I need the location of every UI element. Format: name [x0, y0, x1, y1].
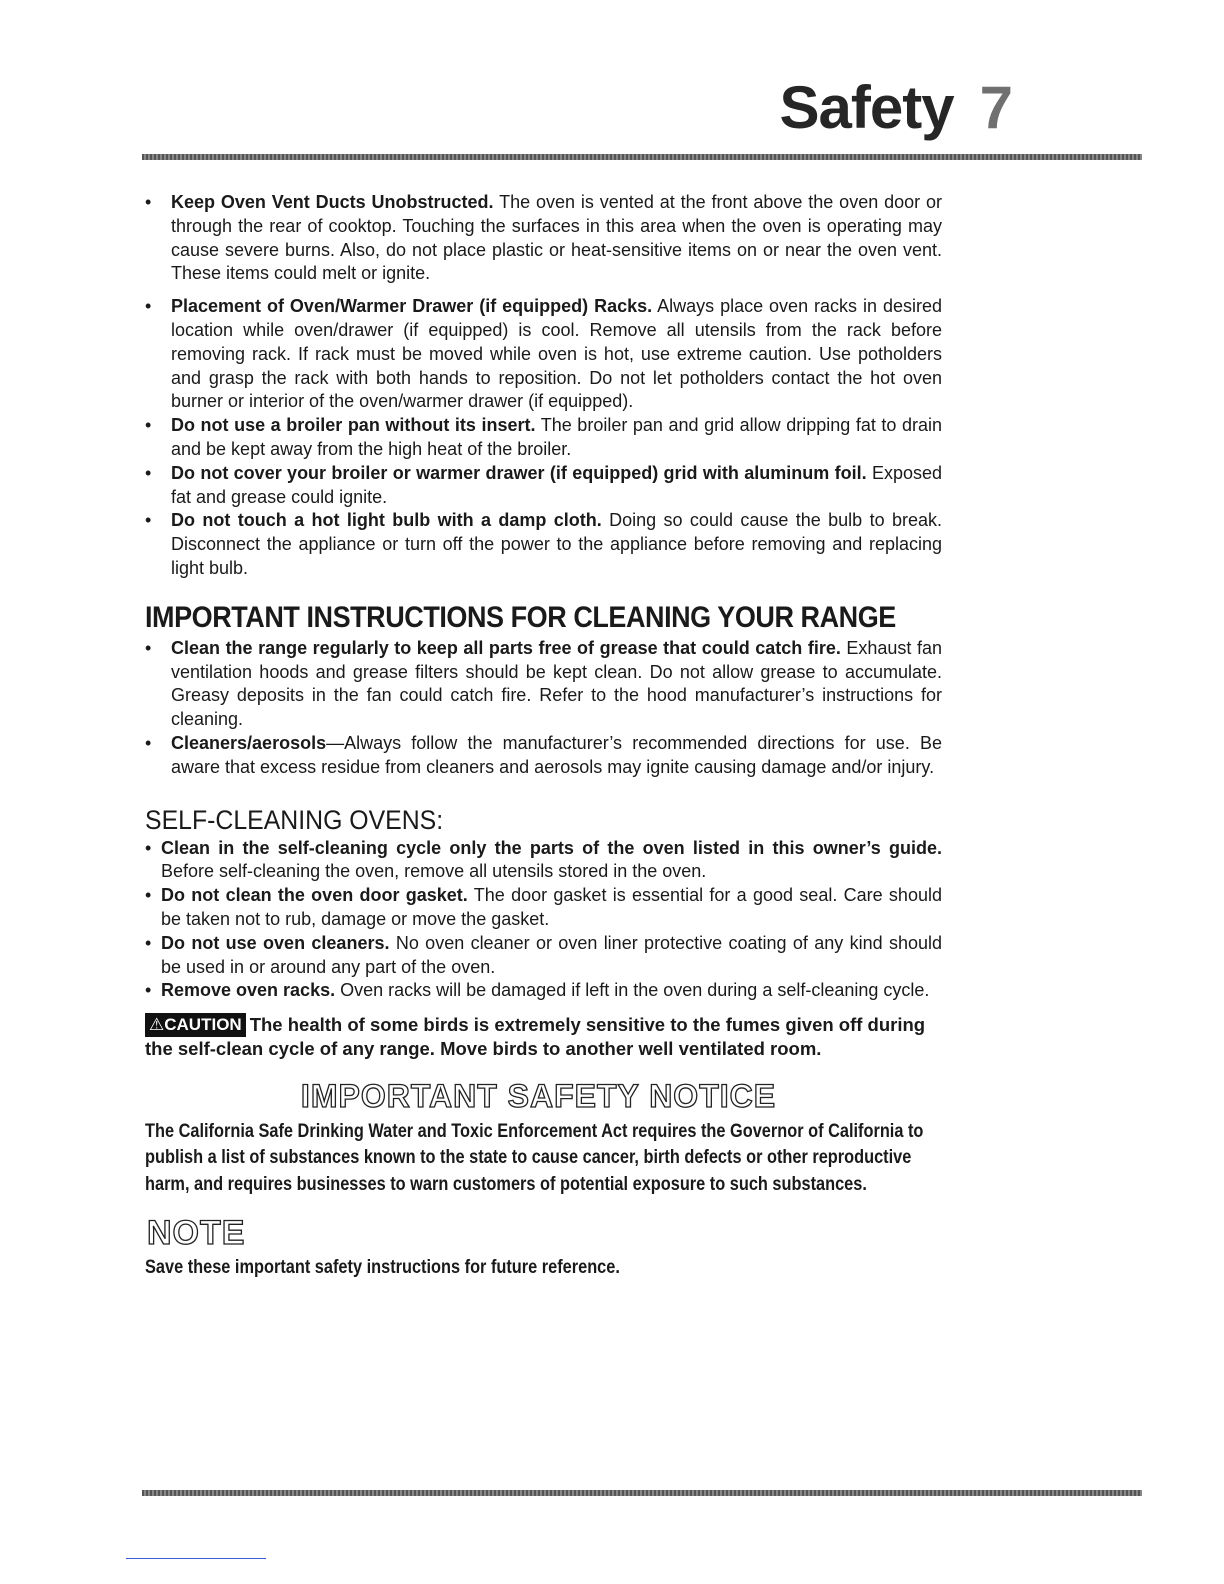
note-body: Save these important safety instructions for future reference.: [145, 1257, 620, 1279]
list-item: • Do not clean the oven door gasket. The door gasket is essential for a good seal. Care should be taken not to rub, damage or move the gasket.: [145, 884, 942, 932]
list-item: • Keep Oven Vent Ducts Unobstructed. The oven is vented at the front above the oven door or through the rear of cooktop. Touching the surfaces in this area when the oven is operating may cause severe burns. Also, do not place plastic or heat-sensitive items on or near the oven vent. These items could melt or ignite.: [145, 191, 942, 286]
safety-notice-title: IMPORTANT SAFETY NOTICE: [300, 1078, 777, 1115]
list-item: • Do not use oven cleaners. No oven cleaner or oven liner protective coating of any kind should be used in or around any part of the oven.: [145, 932, 942, 980]
footer-underline: [126, 1558, 266, 1559]
list-item: • Clean the range regularly to keep all parts free of grease that could catch fire. Exhaust fan ventilation hoods and grease filters should be kept clean. Do not allow grease to accumulate. Greasy deposits in the fan could catch fire. Refer to the hood manufacturer’s instructions for cleaning.: [145, 637, 942, 732]
caution-badge: [145, 1013, 246, 1037]
page-content: [145, 191, 942, 1280]
page-title: Safety: [779, 74, 954, 141]
self-cleaning-heading: SELF-CLEANING OVENS:: [145, 804, 444, 835]
list-item: • Do not cover your broiler or warmer drawer (if equipped) grid with aluminum foil. Exposed fat and grease could ignite.: [145, 462, 942, 510]
list-item: • Do not use a broiler pan without its insert. The broiler pan and grid allow dripping fat to drain and be kept away from the high heat of the broiler.: [145, 414, 942, 462]
caution-text: The health of some birds is extremely sensitive to the fumes given off during the self-clean cycle of any range. Move birds to another well ventilated room.: [145, 1014, 926, 1060]
safety-notice-body: The California Safe Drinking Water and Toxic Enforcement Act requires the Governor of California to publish a list of substances known to the state to cause cancer, birth defects or other reproductive harm, and requires businesses to warn customers of potential exposure to such substances.: [145, 1120, 924, 1195]
list-item: • Clean in the self-cleaning cycle only the parts of the oven listed in this owner’s guide. Before self-cleaning the oven, remove all utensils stored in the oven.: [145, 837, 942, 885]
self-cleaning-list: [145, 837, 942, 1004]
header-rule: [142, 154, 1142, 160]
footer-rule: [142, 1490, 1142, 1496]
cleaning-heading: IMPORTANT INSTRUCTIONS FOR CLEANING YOUR RANGE: [145, 600, 896, 634]
note-title: NOTE: [147, 1214, 246, 1253]
page-number: 7: [979, 74, 1012, 141]
caution-paragraph: [145, 1013, 942, 1061]
warning-triangle-icon: ⚠: [149, 1015, 165, 1035]
list-item: • Remove oven racks. Oven racks will be damaged if left in the oven during a self-cleaning cycle.: [145, 979, 942, 1003]
list-item: • Cleaners/aerosols—Always follow the manufacturer’s recommended directions for use. Be aware that excess residue from cleaners and aerosols may ignite causing damage and/or injury.: [145, 732, 942, 780]
general-safety-list: [145, 191, 942, 581]
list-item: • Placement of Oven/Warmer Drawer (if equipped) Racks. Always place oven racks in desired location while oven/drawer (if equipped) is cool. Remove all utensils from the rack before removing rack. If rack must be moved while oven is hot, use extreme caution. Use potholders and grasp the rack with both hands to reposition. Do not let potholders contact the hot oven burner or interior of the oven/warmer drawer (if equipped).: [145, 295, 942, 414]
list-item: • Do not touch a hot light bulb with a damp cloth. Doing so could cause the bulb to break. Disconnect the appliance or turn off the power to the appliance before removing and replacing light bulb.: [145, 509, 942, 580]
page-header: [779, 74, 1012, 141]
cleaning-list: [145, 637, 942, 780]
caution-label: CAUTION: [164, 1015, 242, 1035]
